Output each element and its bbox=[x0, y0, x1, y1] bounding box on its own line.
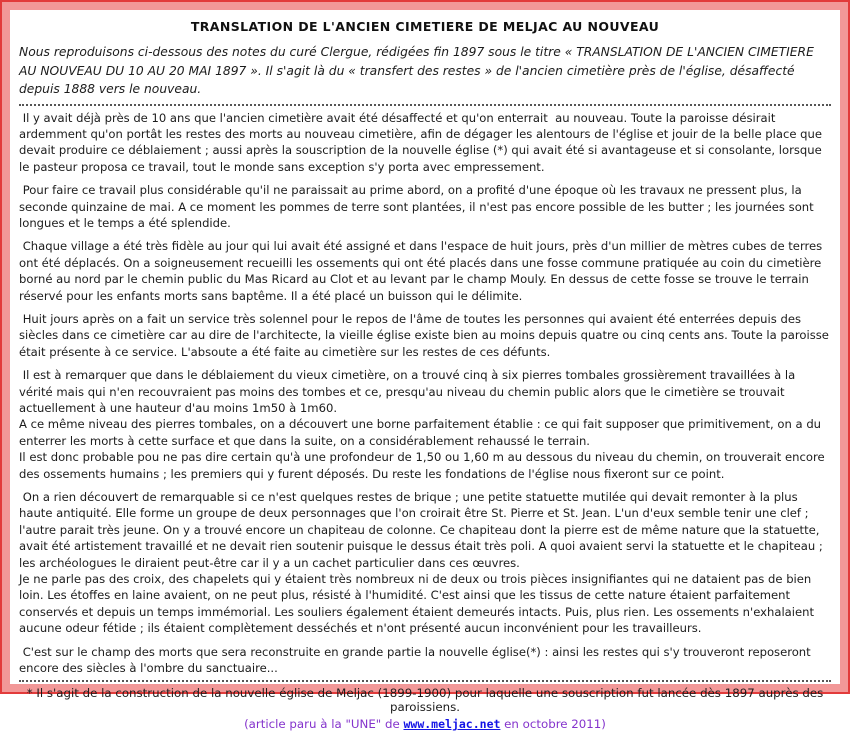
separator-top bbox=[19, 104, 831, 106]
credit-prefix: (article paru à la "UNE" de bbox=[244, 716, 404, 731]
paragraph: Pour faire ce travail plus considérable qu'il ne paraissait au prime abord, on a profité d'une époque où les travaux ne pressent plus, la seconde quinzaine de mai. A ce moment les pommes de terre sont plantées, il n'est pas encore possible de les butter ; les journées sont longues et le temps a été splendide. bbox=[19, 183, 818, 230]
paragraph: Je ne parle pas des croix, des chapelets qui y étaient très nombreux ni de deux ou trois pièces insignifiantes qui ne dataient pas de bien loin. Les étoffes en laine avaient, on ne peut plus, résisté à l'humidité. C'est ainsi que les tissus de cette nature étaient parfaitement conservés et depuis un temps immémorial. Les souliers également étaient demeurés intacts. Puis, plus rien. Les ossements n'exhalaient aucune odeur fétide ; ils étaient complètement desséchés et n'ont présenté aucun inconvénient pour les travailleurs. bbox=[19, 572, 818, 636]
paragraph: Il est à remarquer que dans le déblaiement du vieux cimetière, on a trouvé cinq à six pierres tombales grossièrement travaillées à la vérité mais qui n'en recouvraient pas moins des tombes et ce, presqu'au niveau du chemin public alors que le cimetière se trouvait actuellement à une hauteur d'au moins 1m50 à 1m60. bbox=[19, 368, 799, 415]
document-sheet bbox=[10, 10, 840, 731]
paragraph: Il y avait déjà près de 10 ans que l'ancien cimetière avait été désaffecté et qu'on enterrait au nouveau. Toute la paroisse désirait ardemment qu'on portât les restes des morts au nouveau cimetière, afin de dégager les alentours de l'église et jouir de la belle place que devait produire ce déblaiement ; aussi après la souscription de la nouvelle église (*) qui avait été si avantageuse et si consolante, lorsque le pasteur proposa ce travail, tout le monde sans exception s'y porta avec empressement. bbox=[19, 110, 826, 174]
paragraph: Chaque village a été très fidèle au jour qui lui avait été assigné et dans l'espace de huit jours, près d'un millier de mètres cubes de terres ont été déplacés. On a soigneusement recueilli les ossements qui ont été placés dans une fosse commune pratiquée au coin du cimetière borné au nord par le chemin public du Mas Ricard au Clot et au levant par le champ Mouly. En dessus de cette fosse se trouve le terrain réservé pour les enfants morts sans baptême. Il a été placé un buisson qui le délimite. bbox=[19, 239, 826, 303]
credit-line bbox=[19, 717, 831, 731]
footnote: * Il s'agit de la construction de la nouvelle église de Meljac (1899-1900) pour laquelle une souscription fut lancée dès 1897 auprès des paroissiens. bbox=[26, 685, 828, 714]
page-title: TRANSLATION DE L'ANCIEN CIMETIERE DE MELJAC AU NOUVEAU bbox=[190, 19, 660, 34]
paragraph: Huit jours après on a fait un service très solennel pour le repos de l'âme de toutes les personnes qui avaient été enterrées depuis des siècles dans ce cimetière car au dire de l'architecte, la vieille église existe bien au moins depuis quatre ou cinq cents ans. Toute la paroisse était présente à ce service. L'absoute a été faite au cimetière sur les restes de ces défunts. bbox=[19, 311, 833, 359]
paragraph: A ce même niveau des pierres tombales, on a découvert une borne parfaitement établie : ce qui fait supposer que primitivement, on a du enterrer les morts à cette surface et que dans la suite, on a considérablement rehaussé le terrain. bbox=[19, 417, 825, 448]
intro-note: Nous reproduisons ci-dessous des notes du curé Clergue, rédigées fin 1897 sous le titre « TRANSLATION DE L'ANCIEN CIMETIERE AU NOUVEAU DU 10 AU 20 MAI 1897 ». Il s'agit là du « transfert des restes » de l'ancien cimetière près de l'église, désaffecté depuis 1888 vers le nouveau. bbox=[19, 45, 818, 96]
credit-suffix: en octobre 2011) bbox=[500, 716, 606, 731]
meljac-link[interactable]: www.meljac.net bbox=[403, 716, 501, 731]
paragraph: Il est donc probable pou ne pas dire certain qu'à une profondeur de 1,50 ou 1,60 m au dessous du niveau du chemin, on trouverait encore des ossements humains ; les premiers qui y furent déposés. Du reste les fondations de l'église nous fixeront sur ce point. bbox=[19, 450, 829, 481]
separator-bottom bbox=[19, 680, 831, 682]
paragraph: C'est sur le champ des morts que sera reconstruite en grande partie la nouvelle église(*) : ainsi les restes qui s'y trouveront reposeront encore des siècles à l'ombre du sanctuaire... bbox=[19, 644, 815, 676]
paragraph: On a rien découvert de remarquable si ce n'est quelques restes de brique ; une petite statuette mutilée qui devait remonter à la plus haute antiquité. Elle forme un groupe de deux personnages que l'on croirait être St. Pierre et St. Jean. L'un d'eux semble tenir une clef ; l'autre parait très jeune. On y a trouvé encore un chapiteau de colonne. Ce chapiteau dont la pierre est de même nature que la statuette, avait été artistement travaillé et ne devait rien soutenir puisque le dessus était très poli. A quoi avaient servi la statuette et le chapiteau ; les archéologues le diraient peut-être car il y a un cachet particulier dans ces œuvres. bbox=[19, 490, 827, 570]
article-body bbox=[19, 110, 831, 677]
